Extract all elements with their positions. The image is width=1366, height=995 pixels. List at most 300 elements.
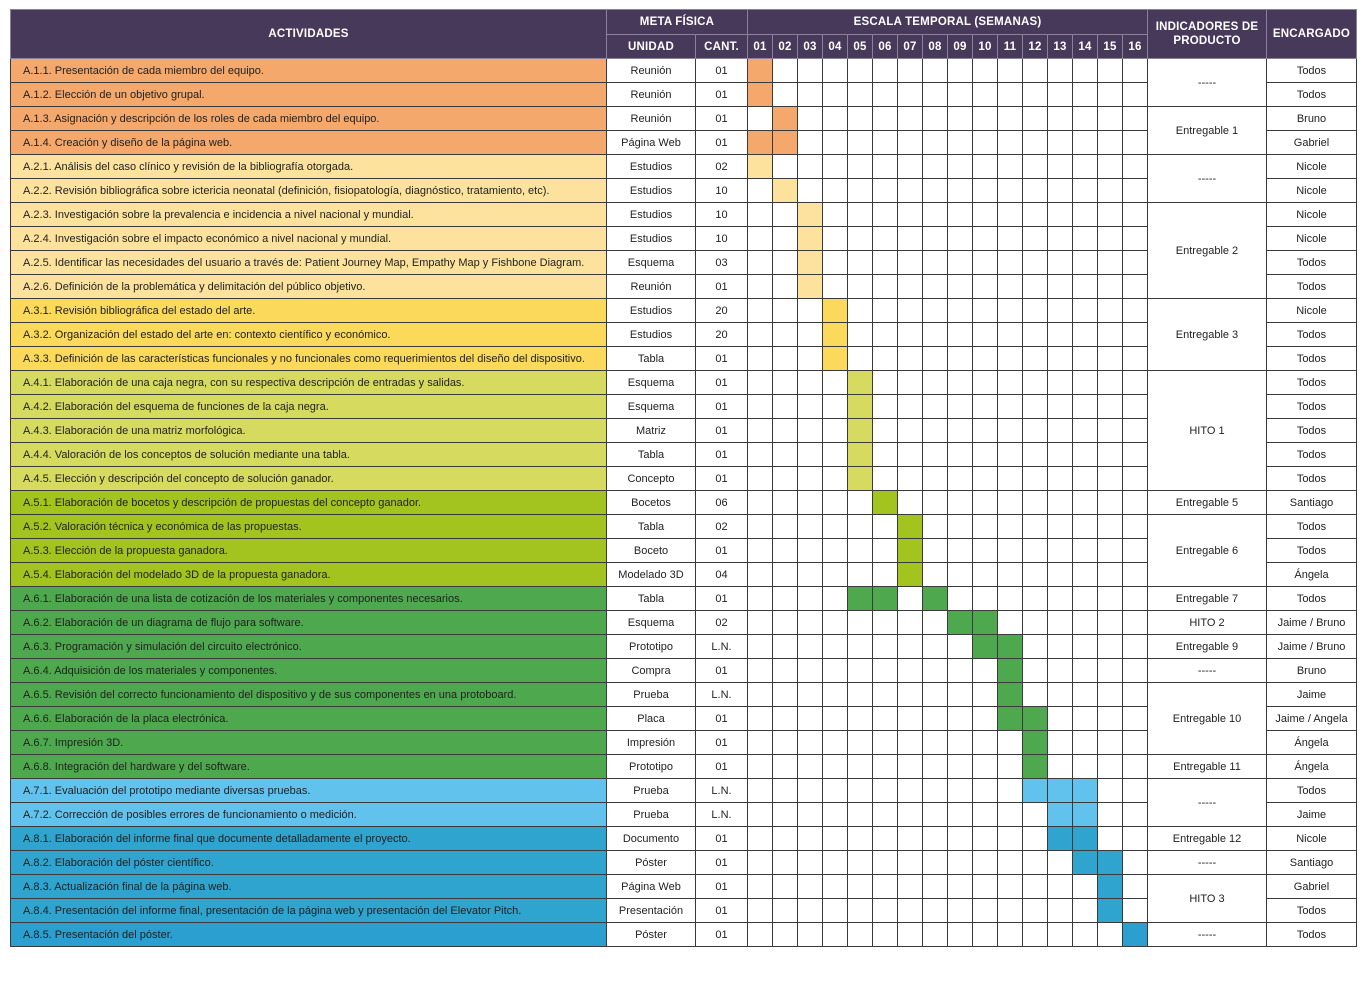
- week-cell: [748, 731, 773, 755]
- week-cell: [1123, 419, 1148, 443]
- week-cell: [898, 179, 923, 203]
- week-cell: [823, 371, 848, 395]
- header-cantidad: CANT.: [696, 35, 748, 59]
- week-cell: [1023, 683, 1048, 707]
- week-cell: [973, 419, 998, 443]
- gantt-bar-cell: [1073, 779, 1098, 803]
- activity-cell: A.3.1. Revisión bibliográfica del estado del arte.: [11, 299, 607, 323]
- week-cell: [998, 371, 1023, 395]
- week-cell: [848, 827, 873, 851]
- gantt-bar-cell: [923, 587, 948, 611]
- activity-cell: A.3.3. Definición de las características funcionales y no funcionales como requerimientos del diseño del dispositivo.: [11, 347, 607, 371]
- unit-cell: Estudios: [607, 227, 696, 251]
- header-week: 04: [823, 35, 848, 59]
- quantity-cell: 01: [696, 83, 748, 107]
- week-cell: [998, 731, 1023, 755]
- week-cell: [773, 467, 798, 491]
- week-cell: [898, 923, 923, 947]
- week-cell: [1098, 539, 1123, 563]
- week-cell: [823, 755, 848, 779]
- activity-cell: A.1.4. Creación y diseño de la página web.: [11, 131, 607, 155]
- week-cell: [823, 419, 848, 443]
- week-cell: [898, 803, 923, 827]
- week-cell: [1073, 755, 1098, 779]
- activity-cell: A.2.3. Investigación sobre la prevalencia e incidencia a nivel nacional y mundial.: [11, 203, 607, 227]
- week-cell: [1098, 443, 1123, 467]
- gantt-bar-cell: [823, 347, 848, 371]
- week-cell: [873, 803, 898, 827]
- week-cell: [798, 299, 823, 323]
- week-cell: [923, 179, 948, 203]
- owner-cell: Todos: [1267, 467, 1357, 491]
- gantt-bar-cell: [823, 323, 848, 347]
- week-cell: [1098, 491, 1123, 515]
- week-cell: [1098, 923, 1123, 947]
- header-week: 07: [898, 35, 923, 59]
- week-cell: [973, 299, 998, 323]
- gantt-bar-cell: [798, 275, 823, 299]
- week-cell: [898, 323, 923, 347]
- week-cell: [1123, 491, 1148, 515]
- week-cell: [748, 635, 773, 659]
- table-body: [11, 59, 1357, 947]
- week-cell: [923, 443, 948, 467]
- week-cell: [898, 83, 923, 107]
- week-cell: [1073, 563, 1098, 587]
- week-cell: [1023, 491, 1048, 515]
- week-cell: [798, 371, 823, 395]
- unit-cell: Estudios: [607, 299, 696, 323]
- week-cell: [873, 59, 898, 83]
- week-cell: [1073, 395, 1098, 419]
- quantity-cell: 01: [696, 443, 748, 467]
- week-cell: [998, 203, 1023, 227]
- activity-cell: A.6.3. Programación y simulación del circuito electrónico.: [11, 635, 607, 659]
- week-cell: [773, 371, 798, 395]
- gantt-bar-cell: [773, 131, 798, 155]
- gantt-bar-cell: [773, 179, 798, 203]
- unit-cell: Póster: [607, 923, 696, 947]
- week-cell: [898, 107, 923, 131]
- gantt-bar-cell: [1048, 803, 1073, 827]
- week-cell: [873, 299, 898, 323]
- week-cell: [923, 59, 948, 83]
- week-cell: [1123, 755, 1148, 779]
- week-cell: [873, 659, 898, 683]
- week-cell: [1048, 875, 1073, 899]
- owner-cell: Todos: [1267, 347, 1357, 371]
- week-cell: [898, 731, 923, 755]
- header-activities: ACTIVIDADES: [11, 10, 607, 59]
- gantt-bar-cell: [748, 131, 773, 155]
- week-cell: [848, 611, 873, 635]
- table-row: [11, 779, 1357, 803]
- week-cell: [998, 275, 1023, 299]
- activity-cell: A.3.2. Organización del estado del arte en: contexto científico y económico.: [11, 323, 607, 347]
- week-cell: [1073, 899, 1098, 923]
- week-cell: [1098, 203, 1123, 227]
- owner-cell: Jaime / Bruno: [1267, 635, 1357, 659]
- week-cell: [898, 371, 923, 395]
- indicator-cell: Entregable 11: [1148, 755, 1267, 779]
- week-cell: [873, 731, 898, 755]
- week-cell: [1048, 491, 1073, 515]
- week-cell: [848, 107, 873, 131]
- week-cell: [1073, 611, 1098, 635]
- gantt-bar-cell: [1048, 827, 1073, 851]
- owner-cell: Todos: [1267, 899, 1357, 923]
- week-cell: [748, 659, 773, 683]
- week-cell: [1123, 83, 1148, 107]
- indicator-cell: Entregable 10: [1148, 683, 1267, 755]
- owner-cell: Nicole: [1267, 827, 1357, 851]
- unit-cell: Impresión: [607, 731, 696, 755]
- week-cell: [848, 83, 873, 107]
- week-cell: [1123, 707, 1148, 731]
- week-cell: [798, 707, 823, 731]
- week-cell: [973, 251, 998, 275]
- week-cell: [1023, 323, 1048, 347]
- week-cell: [1098, 227, 1123, 251]
- week-cell: [773, 419, 798, 443]
- week-cell: [848, 731, 873, 755]
- gantt-bar-cell: [798, 251, 823, 275]
- week-cell: [998, 803, 1023, 827]
- week-cell: [948, 635, 973, 659]
- week-cell: [873, 251, 898, 275]
- week-cell: [873, 515, 898, 539]
- week-cell: [1073, 251, 1098, 275]
- week-cell: [1048, 419, 1073, 443]
- week-cell: [1023, 587, 1048, 611]
- week-cell: [1073, 491, 1098, 515]
- week-cell: [1123, 539, 1148, 563]
- week-cell: [773, 539, 798, 563]
- header-week: 05: [848, 35, 873, 59]
- gantt-bar-cell: [1098, 875, 1123, 899]
- week-cell: [823, 635, 848, 659]
- week-cell: [798, 515, 823, 539]
- unit-cell: Concepto: [607, 467, 696, 491]
- week-cell: [898, 491, 923, 515]
- activity-cell: A.6.8. Integración del hardware y del software.: [11, 755, 607, 779]
- week-cell: [773, 515, 798, 539]
- quantity-cell: 20: [696, 299, 748, 323]
- week-cell: [998, 539, 1023, 563]
- week-cell: [798, 851, 823, 875]
- week-cell: [948, 755, 973, 779]
- week-cell: [948, 251, 973, 275]
- quantity-cell: L.N.: [696, 635, 748, 659]
- week-cell: [1098, 275, 1123, 299]
- quantity-cell: L.N.: [696, 803, 748, 827]
- week-cell: [1048, 59, 1073, 83]
- owner-cell: Todos: [1267, 323, 1357, 347]
- week-cell: [1073, 275, 1098, 299]
- week-cell: [748, 203, 773, 227]
- owner-cell: Ángela: [1267, 563, 1357, 587]
- table-row: [11, 515, 1357, 539]
- quantity-cell: L.N.: [696, 683, 748, 707]
- week-cell: [823, 227, 848, 251]
- quantity-cell: 01: [696, 467, 748, 491]
- activity-cell: A.5.1. Elaboración de bocetos y descripción de propuestas del concepto ganador.: [11, 491, 607, 515]
- week-cell: [848, 227, 873, 251]
- week-cell: [823, 83, 848, 107]
- week-cell: [873, 347, 898, 371]
- week-cell: [948, 83, 973, 107]
- week-cell: [898, 299, 923, 323]
- quantity-cell: 01: [696, 347, 748, 371]
- week-cell: [848, 851, 873, 875]
- activity-cell: A.7.2. Corrección de posibles errores de funcionamiento o medición.: [11, 803, 607, 827]
- week-cell: [948, 227, 973, 251]
- week-cell: [848, 299, 873, 323]
- week-cell: [1073, 539, 1098, 563]
- week-cell: [923, 275, 948, 299]
- week-cell: [998, 755, 1023, 779]
- week-cell: [1073, 107, 1098, 131]
- activity-cell: A.8.4. Presentación del informe final, presentación de la página web y presentación del Elevator Pitch.: [11, 899, 607, 923]
- week-cell: [798, 779, 823, 803]
- week-cell: [773, 323, 798, 347]
- week-cell: [773, 875, 798, 899]
- week-cell: [1048, 299, 1073, 323]
- indicator-cell: -----: [1148, 659, 1267, 683]
- table-row: [11, 587, 1357, 611]
- week-cell: [873, 755, 898, 779]
- week-cell: [748, 323, 773, 347]
- activity-cell: A.4.2. Elaboración del esquema de funciones de la caja negra.: [11, 395, 607, 419]
- table-row: [11, 755, 1357, 779]
- week-cell: [998, 131, 1023, 155]
- week-cell: [1048, 323, 1073, 347]
- week-cell: [1048, 371, 1073, 395]
- week-cell: [923, 707, 948, 731]
- week-cell: [823, 851, 848, 875]
- week-cell: [873, 635, 898, 659]
- unit-cell: Esquema: [607, 611, 696, 635]
- week-cell: [923, 611, 948, 635]
- gantt-bar-cell: [873, 587, 898, 611]
- owner-cell: Nicole: [1267, 179, 1357, 203]
- week-cell: [1023, 131, 1048, 155]
- activity-cell: A.2.2. Revisión bibliográfica sobre ictericia neonatal (definición, fisiopatología, diagnóstico, tratamiento, etc).: [11, 179, 607, 203]
- gantt-bar-cell: [1023, 779, 1048, 803]
- unit-cell: Tabla: [607, 587, 696, 611]
- week-cell: [948, 419, 973, 443]
- gantt-bar-cell: [998, 683, 1023, 707]
- week-cell: [998, 323, 1023, 347]
- week-cell: [898, 467, 923, 491]
- week-cell: [798, 611, 823, 635]
- week-cell: [848, 515, 873, 539]
- week-cell: [823, 107, 848, 131]
- week-cell: [1098, 299, 1123, 323]
- week-cell: [1098, 803, 1123, 827]
- week-cell: [1048, 155, 1073, 179]
- week-cell: [1098, 107, 1123, 131]
- week-cell: [898, 587, 923, 611]
- week-cell: [1048, 731, 1073, 755]
- week-cell: [1123, 731, 1148, 755]
- week-cell: [873, 539, 898, 563]
- week-cell: [973, 323, 998, 347]
- week-cell: [1123, 107, 1148, 131]
- week-cell: [1023, 59, 1048, 83]
- indicator-cell: HITO 3: [1148, 875, 1267, 923]
- week-cell: [823, 275, 848, 299]
- week-cell: [823, 155, 848, 179]
- week-cell: [1023, 851, 1048, 875]
- week-cell: [948, 299, 973, 323]
- week-cell: [973, 227, 998, 251]
- week-cell: [773, 779, 798, 803]
- week-cell: [1123, 587, 1148, 611]
- week-cell: [998, 515, 1023, 539]
- owner-cell: Gabriel: [1267, 875, 1357, 899]
- week-cell: [748, 539, 773, 563]
- header-week: 11: [998, 35, 1023, 59]
- week-cell: [748, 227, 773, 251]
- activity-cell: A.6.5. Revisión del correcto funcionamiento del dispositivo y de sus componentes en una protoboard.: [11, 683, 607, 707]
- week-cell: [973, 443, 998, 467]
- week-cell: [998, 467, 1023, 491]
- week-cell: [1123, 827, 1148, 851]
- week-cell: [848, 755, 873, 779]
- activity-cell: A.8.5. Presentación del póster.: [11, 923, 607, 947]
- week-cell: [773, 803, 798, 827]
- unit-cell: Modelado 3D: [607, 563, 696, 587]
- week-cell: [848, 659, 873, 683]
- week-cell: [848, 899, 873, 923]
- quantity-cell: 03: [696, 251, 748, 275]
- unit-cell: Compra: [607, 659, 696, 683]
- week-cell: [798, 875, 823, 899]
- activity-cell: A.2.5. Identificar las necesidades del usuario a través de: Patient Journey Map, Empathy Map y Fishbone Diagram.: [11, 251, 607, 275]
- gantt-bar-cell: [1098, 851, 1123, 875]
- week-cell: [923, 923, 948, 947]
- week-cell: [1073, 635, 1098, 659]
- activity-cell: A.6.7. Impresión 3D.: [11, 731, 607, 755]
- header-escala-temporal: ESCALA TEMPORAL (SEMANAS): [748, 10, 1148, 35]
- week-cell: [1023, 83, 1048, 107]
- week-cell: [1098, 635, 1123, 659]
- week-cell: [973, 707, 998, 731]
- week-cell: [1048, 227, 1073, 251]
- indicator-cell: Entregable 5: [1148, 491, 1267, 515]
- week-cell: [973, 875, 998, 899]
- week-cell: [973, 659, 998, 683]
- owner-cell: Todos: [1267, 587, 1357, 611]
- owner-cell: Todos: [1267, 395, 1357, 419]
- week-cell: [823, 923, 848, 947]
- week-cell: [848, 203, 873, 227]
- header-week: 15: [1098, 35, 1123, 59]
- week-cell: [848, 803, 873, 827]
- owner-cell: Todos: [1267, 371, 1357, 395]
- quantity-cell: 01: [696, 659, 748, 683]
- week-cell: [873, 419, 898, 443]
- week-cell: [1048, 563, 1073, 587]
- week-cell: [998, 491, 1023, 515]
- week-cell: [1048, 515, 1073, 539]
- week-cell: [898, 755, 923, 779]
- unit-cell: Tabla: [607, 443, 696, 467]
- week-cell: [1123, 299, 1148, 323]
- week-cell: [923, 395, 948, 419]
- unit-cell: Esquema: [607, 251, 696, 275]
- week-cell: [1048, 251, 1073, 275]
- indicator-cell: Entregable 1: [1148, 107, 1267, 155]
- header-week: 12: [1023, 35, 1048, 59]
- table-row: [11, 923, 1357, 947]
- indicator-cell: Entregable 3: [1148, 299, 1267, 371]
- week-cell: [1073, 515, 1098, 539]
- week-cell: [923, 107, 948, 131]
- week-cell: [998, 179, 1023, 203]
- week-cell: [823, 515, 848, 539]
- week-cell: [923, 419, 948, 443]
- quantity-cell: 01: [696, 731, 748, 755]
- week-cell: [1123, 875, 1148, 899]
- unit-cell: Placa: [607, 707, 696, 731]
- week-cell: [1048, 107, 1073, 131]
- week-cell: [1048, 683, 1073, 707]
- gantt-bar-cell: [748, 59, 773, 83]
- week-cell: [948, 323, 973, 347]
- gantt-bar-cell: [848, 395, 873, 419]
- week-cell: [1098, 707, 1123, 731]
- activity-cell: A.8.2. Elaboración del póster científico.: [11, 851, 607, 875]
- gantt-bar-cell: [898, 539, 923, 563]
- week-cell: [1048, 179, 1073, 203]
- week-cell: [973, 827, 998, 851]
- activity-cell: A.6.2. Elaboración de un diagrama de flujo para software.: [11, 611, 607, 635]
- week-cell: [1098, 515, 1123, 539]
- week-cell: [748, 515, 773, 539]
- gantt-bar-cell: [1073, 851, 1098, 875]
- week-cell: [973, 731, 998, 755]
- week-cell: [1098, 371, 1123, 395]
- week-cell: [998, 779, 1023, 803]
- week-cell: [748, 275, 773, 299]
- activity-cell: A.4.5. Elección y descripción del concepto de solución ganador.: [11, 467, 607, 491]
- quantity-cell: 01: [696, 131, 748, 155]
- week-cell: [973, 107, 998, 131]
- week-cell: [1073, 299, 1098, 323]
- week-cell: [1023, 395, 1048, 419]
- unit-cell: Esquema: [607, 395, 696, 419]
- owner-cell: Todos: [1267, 251, 1357, 275]
- week-cell: [948, 155, 973, 179]
- week-cell: [923, 875, 948, 899]
- week-cell: [948, 179, 973, 203]
- week-cell: [848, 707, 873, 731]
- gantt-bar-cell: [848, 587, 873, 611]
- week-cell: [1123, 515, 1148, 539]
- owner-cell: Todos: [1267, 515, 1357, 539]
- week-cell: [973, 59, 998, 83]
- week-cell: [773, 395, 798, 419]
- quantity-cell: 01: [696, 923, 748, 947]
- week-cell: [748, 563, 773, 587]
- indicator-cell: Entregable 7: [1148, 587, 1267, 611]
- quantity-cell: 01: [696, 371, 748, 395]
- header-week: 14: [1073, 35, 1098, 59]
- week-cell: [1098, 251, 1123, 275]
- week-cell: [973, 563, 998, 587]
